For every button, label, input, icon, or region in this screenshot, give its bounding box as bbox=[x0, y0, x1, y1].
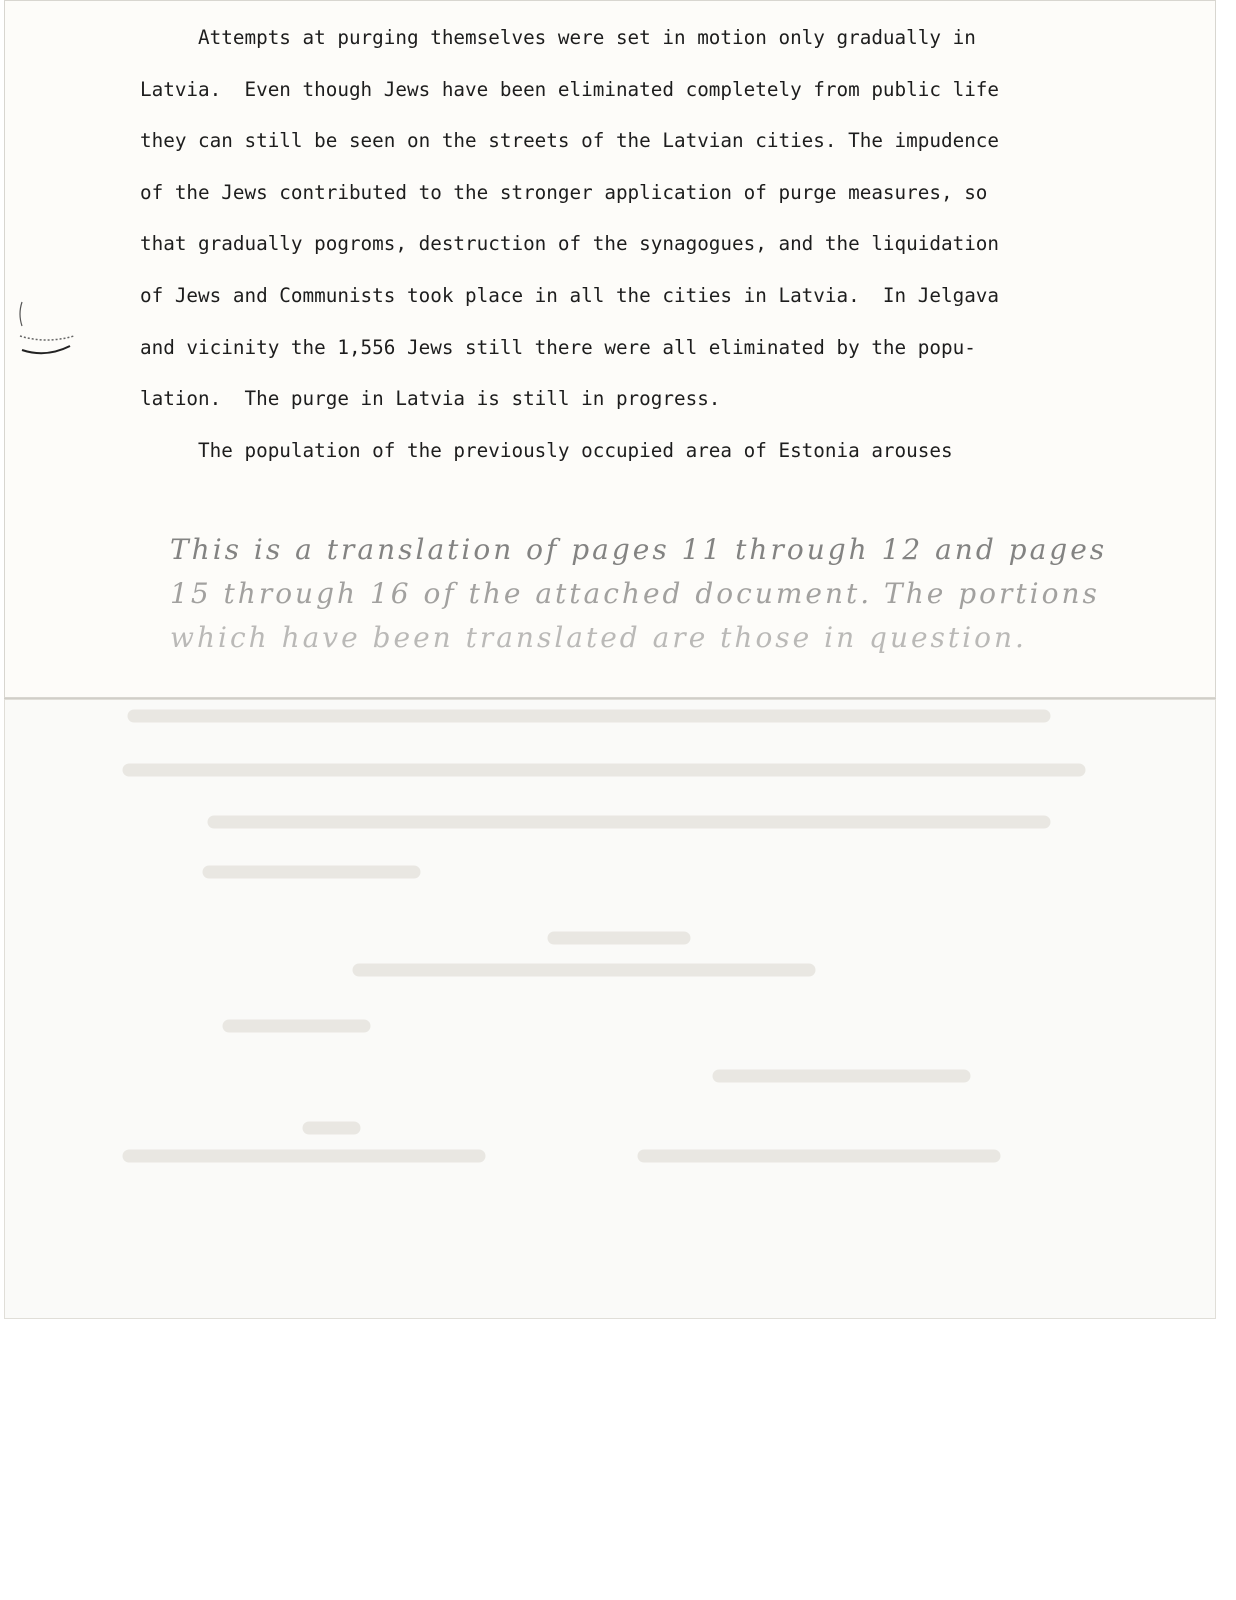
text-line: The population of the previously occupied area of Estonia arouses bbox=[140, 438, 953, 462]
text-line: that gradually pogroms, destruction of the synagogues, and the liquidation bbox=[140, 232, 1000, 256]
text-line: they can still be seen on the streets of the Latvian cities. The impudence bbox=[140, 129, 1000, 153]
text-line: Attempts at purging themselves were set in motion only gradually in bbox=[140, 26, 976, 49]
text-line: lation. The purge in Latvia is still in progress. bbox=[140, 387, 721, 411]
text-line: Latvia. Even though Jews have been eliminated completely from public life bbox=[140, 77, 1000, 101]
handwritten-note bbox=[170, 528, 1200, 660]
text-line: and vicinity the 1,556 Jews still there were all eliminated by the popu- bbox=[140, 335, 976, 359]
binding-mark-icon bbox=[16, 300, 76, 362]
handwritten-line: This is a translation of pages 11 through 12 and pages bbox=[170, 533, 1108, 566]
typed-paragraph bbox=[140, 12, 1110, 476]
text-line: of the Jews contributed to the stronger application of purge measures, so bbox=[140, 180, 988, 204]
margin-binding-mark bbox=[16, 300, 76, 362]
text-line: of Jews and Communists took place in all the cities in Latvia. In Jelgava bbox=[140, 283, 1000, 307]
document-page-bottom bbox=[4, 698, 1216, 1319]
handwritten-line: which have been translated are those in question. bbox=[170, 621, 1027, 654]
handwritten-line: 15 through 16 of the attached document. The portions bbox=[170, 577, 1100, 610]
